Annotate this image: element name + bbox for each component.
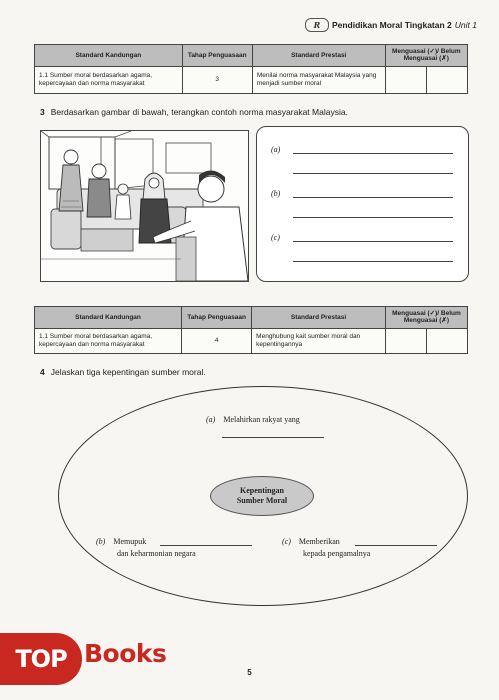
td-tahap: 3 <box>182 66 252 93</box>
answer-label-b: (b) <box>271 189 281 198</box>
td-menguasai-checkbox[interactable] <box>385 66 467 93</box>
th-standard-prestasi: Standard Prestasi <box>252 307 386 329</box>
item-b-continuation: dan keharmonian negara <box>117 549 196 558</box>
answer-box-q3 <box>256 126 469 282</box>
item-a <box>206 415 300 424</box>
th-menguasai: Menguasai (✓)/ Belum Menguasai (✗) <box>385 307 467 329</box>
item-a-label: (a) <box>206 415 216 424</box>
standard-table-1 <box>34 44 468 94</box>
brand-books: Books <box>84 639 167 668</box>
answer-line-a2[interactable] <box>293 173 453 174</box>
answer-line-q4c[interactable] <box>355 545 437 546</box>
header-title: Pendidikan Moral Tingkatan 2 <box>331 20 452 30</box>
center-concept-oval <box>210 476 314 516</box>
th-standard-kandungan: Standard Kandungan <box>35 307 182 329</box>
page-number: 5 <box>247 668 252 677</box>
th-tahap-penguasaan: Tahap Penguasaan <box>182 307 252 329</box>
answer-line-q4b[interactable] <box>160 545 252 546</box>
answer-line-a1[interactable] <box>293 153 453 154</box>
question-number: 4 <box>40 367 45 377</box>
td-tahap: 4 <box>182 328 252 353</box>
th-standard-prestasi: Standard Prestasi <box>252 45 385 67</box>
td-kandungan: 1.1 Sumber moral berdasarkan agama, kepercayaan dan norma masyarakat <box>35 66 183 93</box>
answer-line-c2[interactable] <box>293 261 453 262</box>
item-c <box>282 537 340 546</box>
item-b-label: (b) <box>96 537 106 546</box>
brand-top: TOP <box>0 633 82 685</box>
answer-line-c1[interactable] <box>293 241 453 242</box>
header-unit: Unit 1 <box>454 20 477 30</box>
answer-label-a: (a) <box>271 145 281 154</box>
question-4 <box>40 367 206 377</box>
item-a-text: Melahirkan rakyat yang <box>223 415 300 424</box>
family-living-room-illustration <box>40 130 249 282</box>
td-menguasai-checkbox[interactable] <box>385 328 467 353</box>
question-number: 3 <box>40 107 45 117</box>
td-prestasi: Menilai norma masyarakat Malaysia yang menjadi sumber moral <box>252 66 385 93</box>
answer-line-b1[interactable] <box>293 197 453 198</box>
answer-label-c: (c) <box>271 233 280 242</box>
center-line-2: Sumber Moral <box>236 496 288 505</box>
center-line-1: Kepentingan <box>239 486 284 495</box>
td-prestasi: Menghubung kait sumber moral dan kepentingannya <box>252 328 386 353</box>
question-3 <box>40 107 348 117</box>
item-c-label: (c) <box>282 537 291 546</box>
question-text: Jelaskan tiga kepentingan sumber moral. <box>50 367 206 377</box>
item-b <box>96 537 146 546</box>
th-tahap-penguasaan: Tahap Penguasaan <box>182 45 252 67</box>
answer-line-b2[interactable] <box>293 217 453 218</box>
topbooks-logo <box>0 629 190 689</box>
th-standard-kandungan: Standard Kandungan <box>35 45 183 67</box>
question-text: Berdasarkan gambar di bawah, terangkan contoh norma masyarakat Malaysia. <box>50 107 348 117</box>
publisher-logo: R <box>305 18 329 32</box>
td-kandungan: 1.1 Sumber moral berdasarkan agama, kepercayaan dan norma masyarakat <box>35 328 182 353</box>
answer-line-q4a[interactable] <box>222 437 324 438</box>
th-menguasai: Menguasai (✓)/ Belum Menguasai (✗) <box>385 45 467 67</box>
page-header <box>305 18 477 32</box>
item-b-text-1: Memupuk <box>113 537 147 546</box>
item-c-continuation: kepada pengamalnya <box>303 549 371 558</box>
standard-table-2 <box>34 306 468 354</box>
item-c-text-1: Memberikan <box>298 537 340 546</box>
